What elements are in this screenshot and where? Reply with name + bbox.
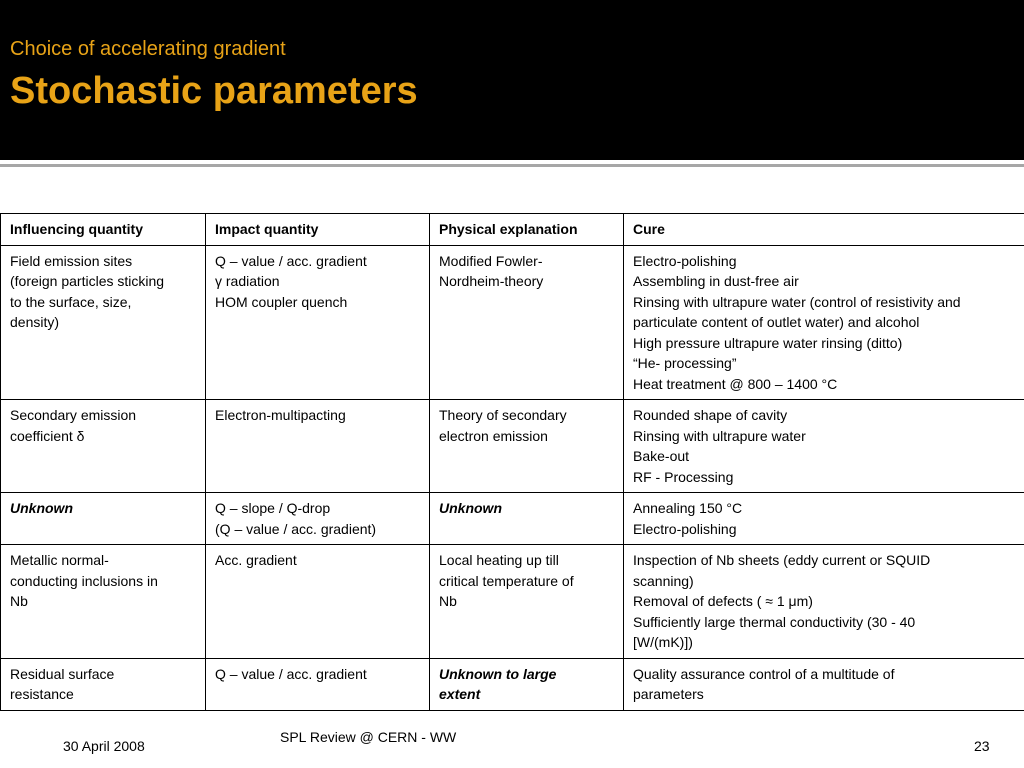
- slide-title: Stochastic parameters: [10, 70, 418, 112]
- cell-line: Secondary emission: [10, 407, 137, 423]
- cell-line: Electro-polishing: [633, 252, 737, 269]
- cell-line: particulate content of outlet water) and alcohol: [633, 314, 920, 330]
- cell-influencing: [1, 245, 206, 400]
- cell-line: Sufficiently large thermal conductivity (30 - 40: [633, 613, 916, 630]
- cell-line-emphasis: Unknown: [10, 500, 73, 516]
- cell-line: Rinsing with ultrapure water (control of resistivity and: [633, 293, 961, 310]
- cell-line: density): [10, 314, 60, 330]
- cell-line: Quality assurance control of a multitude of: [633, 665, 895, 682]
- header-influencing-quantity: Influencing quantity: [1, 214, 206, 246]
- cell-line: (Q – value / acc. gradient): [215, 520, 377, 537]
- cell-line-gamma: γ radiation: [215, 273, 280, 289]
- cell-explanation: [430, 658, 624, 710]
- table-header-row: [1, 214, 1024, 246]
- title-band: [0, 0, 1024, 160]
- cell-line: Electron-multipacting: [215, 407, 346, 423]
- cell-line: [W/(mK)]): [633, 634, 693, 650]
- table-row: [1, 400, 1024, 493]
- cell-line: Nb: [439, 593, 457, 609]
- table-row: [1, 545, 1024, 659]
- cell-line: Bake-out: [633, 448, 690, 464]
- cell-line: Q – value / acc. gradient: [215, 665, 367, 682]
- table-row: [1, 245, 1024, 400]
- cell-line: to the surface, size,: [10, 293, 132, 310]
- cell-cure: [624, 245, 1024, 400]
- slide-number: 23: [974, 738, 990, 754]
- cell-impact: [206, 545, 430, 659]
- cell-line: Inspection of Nb sheets (eddy current or SQUID: [633, 552, 931, 568]
- cell-line-delta: coefficient δ: [10, 427, 85, 444]
- cell-line: Modified Fowler-: [439, 252, 543, 269]
- cell-line: Residual surface: [10, 665, 115, 682]
- cell-influencing: [1, 545, 206, 659]
- cell-line: Q – value / acc. gradient: [215, 252, 367, 269]
- header-cure: Cure: [624, 214, 1024, 246]
- cell-line: Assembling in dust-free air: [633, 273, 799, 289]
- cell-line: critical temperature of: [439, 572, 574, 589]
- cell-line-emphasis: Unknown: [439, 500, 502, 516]
- cell-line: Heat treatment @ 800 – 1400 °C: [633, 375, 838, 392]
- cell-line: “He- processing”: [633, 355, 737, 371]
- footer-date: 30 April 2008: [63, 738, 145, 754]
- cell-cure: [624, 545, 1024, 659]
- cell-line: Removal of defects ( ≈ 1 μm): [633, 593, 813, 609]
- cell-line: Theory of secondary: [439, 407, 567, 423]
- cell-line: Q – slope / Q-drop: [215, 500, 331, 516]
- cell-line: electron emission: [439, 427, 548, 444]
- cell-line: parameters: [633, 686, 704, 702]
- cell-impact: [206, 658, 430, 710]
- cell-line: Local heating up till: [439, 552, 559, 568]
- table-row: [1, 493, 1024, 545]
- cell-explanation: [430, 400, 624, 493]
- cell-cure: [624, 493, 1024, 545]
- cell-line: Rinsing with ultrapure water: [633, 427, 806, 444]
- title-divider: [0, 164, 1024, 167]
- cell-line: Acc. gradient: [215, 552, 297, 568]
- cell-influencing: [1, 400, 206, 493]
- cell-line: Metallic normal-: [10, 552, 109, 568]
- cell-line: RF - Processing: [633, 468, 734, 485]
- table-row: [1, 658, 1024, 710]
- cell-line-emphasis: extent: [439, 686, 481, 702]
- header-impact-quantity: Impact quantity: [206, 214, 430, 246]
- cell-explanation: [430, 545, 624, 659]
- cell-line: Rounded shape of cavity: [633, 407, 788, 423]
- cell-line: Annealing 150 °C: [633, 500, 743, 516]
- cell-line: scanning): [633, 572, 694, 589]
- cell-explanation: [430, 245, 624, 400]
- footer-event: SPL Review @ CERN - WW: [280, 729, 457, 745]
- cell-impact: [206, 400, 430, 493]
- cell-impact: [206, 493, 430, 545]
- cell-influencing: [1, 658, 206, 710]
- cell-line: conducting inclusions in: [10, 572, 158, 589]
- cell-influencing: [1, 493, 206, 545]
- cell-line: High pressure ultrapure water rinsing (ditto): [633, 334, 903, 351]
- cell-line: Nb: [10, 593, 28, 609]
- cell-cure: [624, 658, 1024, 710]
- cell-line: resistance: [10, 686, 74, 702]
- slide-subtitle: Choice of accelerating gradient: [10, 38, 286, 60]
- cell-line: Field emission sites: [10, 252, 133, 269]
- cell-cure: [624, 400, 1024, 493]
- cell-line: Electro-polishing: [633, 520, 737, 537]
- header-physical-explanation: Physical explanation: [430, 214, 624, 246]
- cell-line-emphasis: Unknown to large: [439, 665, 557, 682]
- cell-line: Nordheim-theory: [439, 273, 544, 289]
- parameters-table: [0, 213, 1024, 711]
- cell-line: (foreign particles sticking: [10, 273, 165, 289]
- cell-explanation: [430, 493, 624, 545]
- cell-impact: [206, 245, 430, 400]
- cell-line: HOM coupler quench: [215, 293, 348, 310]
